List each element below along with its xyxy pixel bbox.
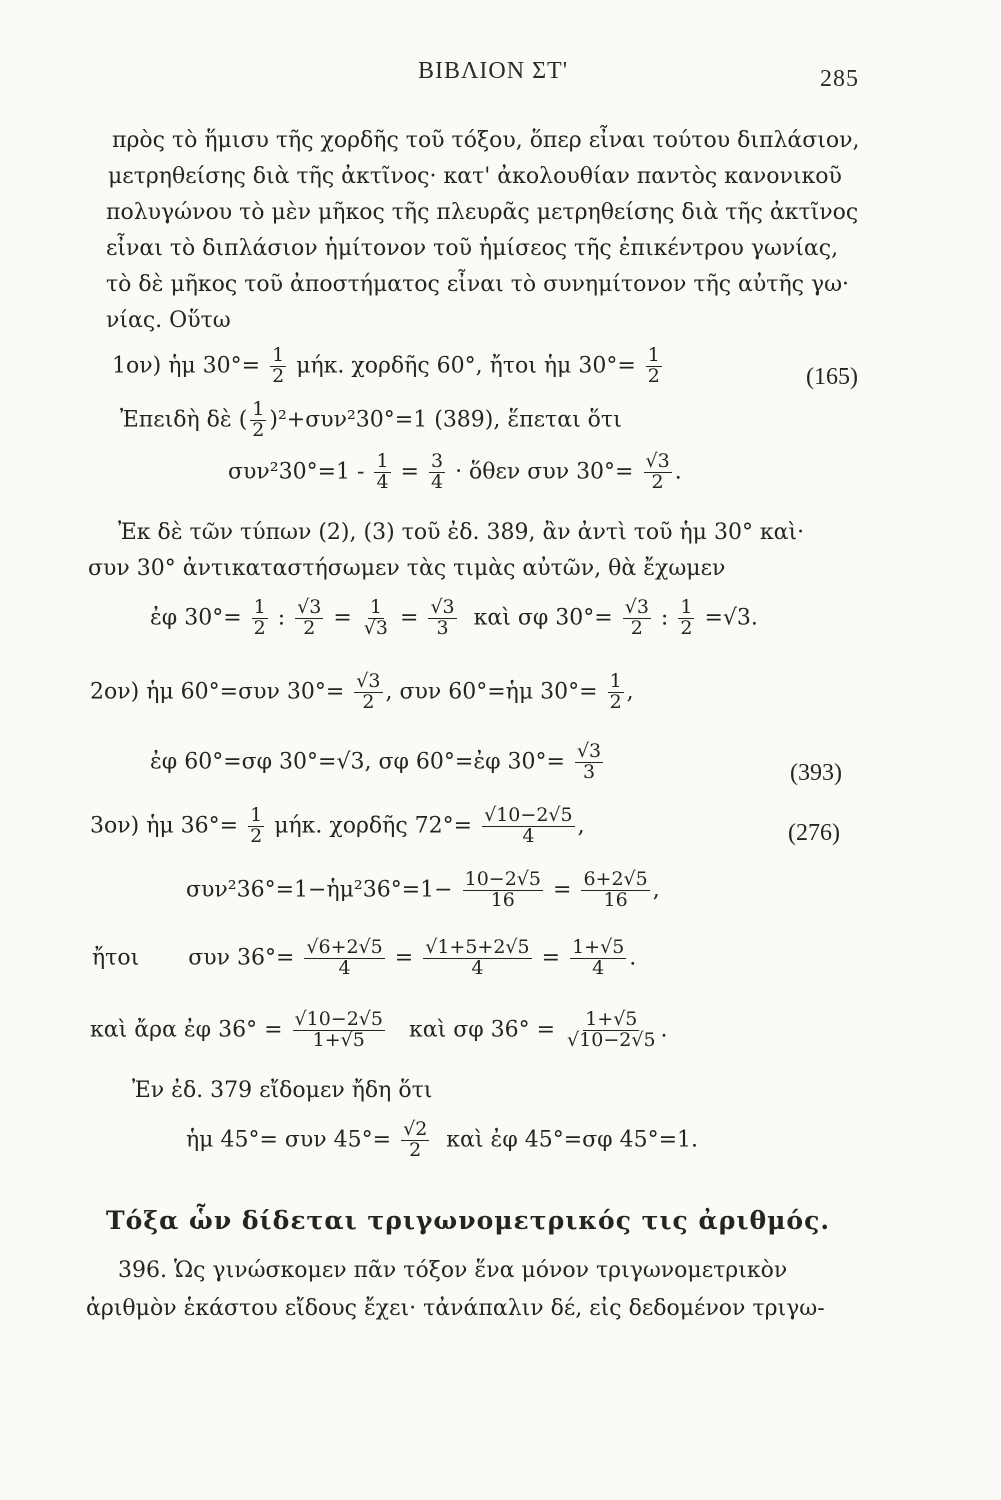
section-heading: Τόξα ὧν δίδεται τριγωνομετρικός τις ἀριθμός.: [106, 1206, 831, 1235]
fraction: $\frac{10-2√5}{16}$: [464, 868, 541, 911]
text-line: τὸ δὲ μῆκος τοῦ ἀποστήματος εἶναι τὸ συνημίτονον τῆς αὐτῆς γω·: [106, 272, 850, 297]
page-number: 285: [820, 66, 859, 92]
fraction: $\frac{1}{√3}$: [363, 596, 388, 639]
fraction: $\frac{√6+2√5}{4}$: [306, 936, 383, 979]
fraction: $\frac{1}{2}$: [609, 670, 622, 713]
equation-label: ἤτοι: [92, 945, 140, 971]
equation-sin45: ἡμ 45°= συν 45°= $\frac{√2}{2}$ καὶ ἐφ 45°=σφ 45°=1.: [186, 1118, 698, 1161]
fraction: $\frac{1}{2}$: [253, 596, 266, 639]
fraction: $\frac{√10-2√5}{4}$: [484, 804, 573, 847]
fraction: $\frac{√10-2√5}{1+√5}$: [294, 1008, 383, 1051]
equation-label: 2ον): [90, 679, 140, 705]
fraction: $\frac{√3}{3}$: [576, 740, 602, 783]
text-line: νίας. Οὕτω: [106, 308, 231, 333]
equation-identity: Ἐπειδὴ δὲ ( $\frac{1}{2}$ )²+συν²30°=1 (389), ἕπεται ὅτι: [120, 398, 622, 441]
equation-sin36: 3ον) ἡμ 36°= $\frac{1}{2}$ μήκ. χορδῆς 72°= $\frac{√10-2√5}{4}$ ,: [90, 804, 585, 847]
equation-label: καὶ ἄρα ἐφ: [90, 1017, 212, 1043]
fraction: $\frac{3}{4}$: [430, 450, 444, 493]
text-line: συν 30° ἀντικαταστήσωμεν τὰς τιμὰς αὐτῶν, θὰ ἔχωμεν: [88, 556, 726, 581]
fraction: $\frac{√3}{3}$: [430, 596, 455, 639]
equation-number: (165): [806, 364, 858, 390]
fraction: $\frac{1}{2}$: [272, 344, 285, 387]
fraction: $\frac{√2}{2}$: [403, 1118, 428, 1161]
running-title: ΒΙΒΛΙΟΝ ΣΤ': [418, 58, 569, 84]
fraction: $\frac{√3}{2}$: [356, 670, 381, 713]
equation-cos36: ἤτοι συν 36°= $\frac{√6+2√5}{4}$ = $\frac{√1+5+2√5}{4}$ = $\frac{1+√5}{4}$ .: [92, 936, 637, 979]
fraction: $\frac{1}{2}$: [252, 398, 265, 441]
equation-tan30: ἐφ 30°= $\frac{1}{2}$ : $\frac{√3}{2}$ = $\frac{1}{√3}$ = $\frac{√3}{3}$ καὶ σφ 30°= $\frac{√3}{2}$ : $\frac{1}{2}$ =√3.: [150, 596, 758, 639]
equation-tan36: καὶ ἄρα ἐφ 36° = $\frac{√10-2√5}{1+√5}$ καὶ σφ 36° = $\frac{1+√5}{√10-2√5}$ .: [90, 1008, 668, 1051]
text-line: πρὸς τὸ ἥμισυ τῆς χορδῆς τοῦ τόξου, ὅπερ εἶναι τούτου διπλάσιον,: [112, 128, 860, 153]
text-line: Ἐν ἐδ. 379 εἴδομεν ἤδη ὅτι: [132, 1078, 433, 1103]
fraction: $\frac{1}{2}$: [680, 596, 693, 639]
fraction: $\frac{1}{2}$: [647, 344, 660, 387]
text-line: εἶναι τὸ διπλάσιον ἡμίτονον τοῦ ἡμίσεος τῆς ἐπικέντρου γωνίας,: [106, 236, 839, 261]
text-line: πολυγώνου τὸ μὲν μῆκος τῆς πλευρᾶς μετρηθείσης διὰ τῆς ἀκτῖνος: [106, 200, 859, 225]
fraction: $\frac{√3}{2}$: [297, 596, 322, 639]
equation-cos2-36: συν²36°=1−ἡμ²36°=1− $\frac{10-2√5}{16}$ = $\frac{6+2√5}{16}$ ,: [186, 868, 660, 911]
equation-sin60: 2ον) ἡμ 60°=συν 30°= $\frac{√3}{2}$ , συν 60°=ἡμ 30°= $\frac{1}{2}$ ,: [90, 670, 634, 713]
fraction: $\frac{1}{2}$: [250, 804, 263, 847]
fraction: $\frac{1+√5}{√10-2√5}$: [567, 1008, 656, 1051]
equation-number: (276): [788, 820, 840, 846]
equation-tan60: ἐφ 60°=σφ 30°=√3, σφ 60°=ἐφ 30°= $\frac{√3}{3}$: [150, 740, 602, 783]
text-line: ἀριθμὸν ἑκάστου εἴδους ἔχει· τἀνάπαλιν δέ, εἰς δεδομένον τριγω-: [86, 1296, 825, 1321]
equation-number: (393): [790, 760, 842, 786]
text-line: 396. Ὡς γινώσκομεν πᾶν τόξον ἕνα μόνον τριγωνομετρικὸν: [118, 1258, 788, 1283]
equation-sin30: 1ον) ἡμ 30°= $\frac{1}{2}$ μήκ. χορδῆς 60°, ἤτοι ἡμ 30°= $\frac{1}{2}$: [112, 344, 660, 387]
equation-label: 1ον): [112, 353, 162, 379]
equation-label: 3ον): [90, 813, 140, 839]
equation-cos30: συν²30°=1 - $\frac{1}{4}$ = $\frac{3}{4}$ · ὅθεν συν 30°= $\frac{√3}{2}$ .: [228, 450, 682, 493]
fraction: $\frac{√3}{2}$: [645, 450, 670, 493]
fraction: $\frac{√1+5+2√5}{4}$: [425, 936, 530, 979]
fraction: $\frac{√3}{2}$: [624, 596, 649, 639]
fraction: $\frac{6+2√5}{16}$: [583, 868, 648, 911]
fraction: $\frac{1+√5}{4}$: [572, 936, 625, 979]
text-line: μετρηθείσης διὰ τῆς ἀκτῖνος· κατ' ἀκολουθίαν παντὸς κανονικοῦ: [108, 164, 842, 189]
fraction: $\frac{1}{4}$: [376, 450, 389, 493]
text-line: Ἐκ δὲ τῶν τύπων (2), (3) τοῦ ἐδ. 389, ἂν ἀντὶ τοῦ ἡμ 30° καὶ·: [118, 520, 805, 545]
